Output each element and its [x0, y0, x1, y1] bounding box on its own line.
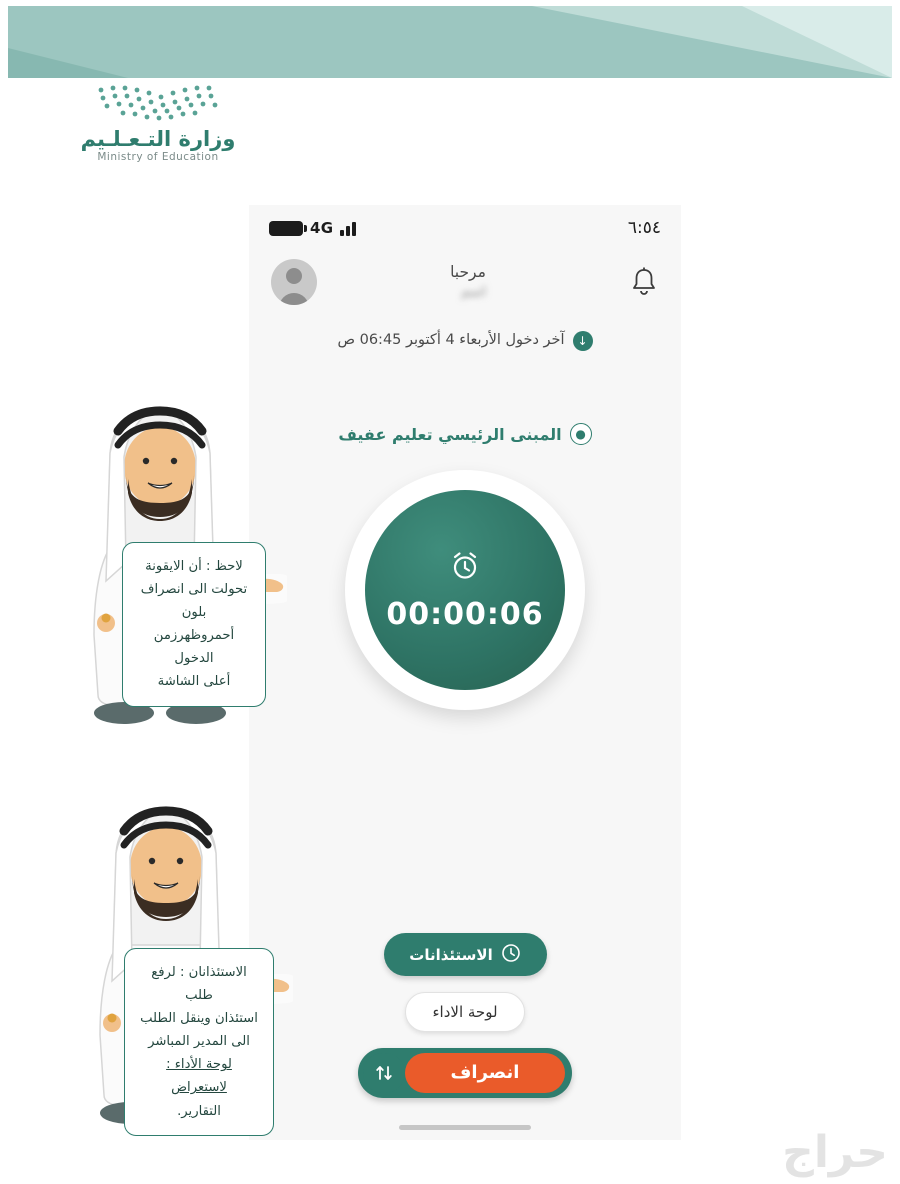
avatar-body: [279, 293, 309, 305]
dashboard-button[interactable]: [405, 992, 525, 1032]
up-down-arrows-icon[interactable]: [363, 1053, 405, 1093]
clock-icon: [501, 943, 521, 967]
app-header: [249, 251, 681, 313]
callout-line: الاستئذانان : لرفع طلب: [151, 965, 247, 1004]
location-text: المبنى الرئيسي تعليم عفيف: [338, 424, 562, 444]
callout-buttons: [124, 948, 274, 1136]
signal-bars-icon: [340, 220, 356, 236]
excuses-button[interactable]: [384, 933, 547, 976]
location-row: [249, 423, 681, 445]
status-time: ٦:٥٤: [627, 218, 661, 238]
attendance-timer[interactable]: [345, 470, 585, 710]
callout-line: تحولت الى انصراف بلون: [140, 582, 248, 621]
home-indicator: [399, 1125, 531, 1130]
battery-icon: [269, 221, 303, 236]
callout-line: أحمروظهرزمن الدخول: [153, 628, 235, 667]
network-label: 4G: [310, 219, 334, 237]
avatar-head: [286, 268, 302, 284]
action-buttons: [249, 933, 681, 1098]
header-band: [8, 6, 892, 78]
timer-circle[interactable]: [365, 490, 565, 690]
callout-line: التقارير.: [177, 1103, 221, 1119]
download-arrow-icon: ↓: [573, 331, 593, 351]
ministry-name-ar: وزارة التـعـلـيم: [80, 127, 236, 151]
callout-line: استئذان وينقل الطلب: [140, 1011, 258, 1027]
phone-screen: [249, 205, 681, 1140]
status-bar: [249, 213, 681, 243]
user-avatar-icon[interactable]: [271, 259, 317, 305]
greeting-block: [450, 263, 486, 302]
last-login-text: آخر دخول الأربعاء 4 أكتوبر 06:45 ص: [337, 332, 565, 348]
location-pin-icon: ●: [570, 423, 592, 445]
band-shape-dark: [8, 48, 128, 78]
watermark: حراج: [782, 1127, 888, 1178]
moe-dots-logo-icon: [93, 84, 223, 124]
checkout-button-label: انصراف: [405, 1053, 565, 1093]
bell-icon[interactable]: [629, 265, 659, 299]
excuses-button-label: الاستئذانات: [409, 945, 493, 964]
timer-value: 00:00:06: [386, 596, 544, 632]
callout-line: لاحظ : أن الايقونة: [145, 559, 243, 574]
greeting-text: مرحبا: [450, 262, 486, 281]
alarm-clock-icon: [448, 549, 482, 587]
callout-line: أعلى الشاشة: [157, 674, 231, 690]
band-shape-lighter: [742, 6, 892, 78]
dashboard-button-label: لوحة الاداء: [432, 1003, 498, 1021]
callout-line-underlined: لوحة الأداء : لاستعراض: [166, 1057, 232, 1096]
ministry-name-en: Ministry of Education: [97, 151, 219, 164]
callout-timer: [122, 542, 266, 707]
last-login-row: [249, 329, 681, 352]
ministry-logo: [38, 84, 278, 174]
callout-line: الى المدير المباشر: [148, 1034, 250, 1050]
checkout-slider-button[interactable]: [358, 1048, 572, 1098]
username-blurred: اسم: [460, 283, 486, 300]
